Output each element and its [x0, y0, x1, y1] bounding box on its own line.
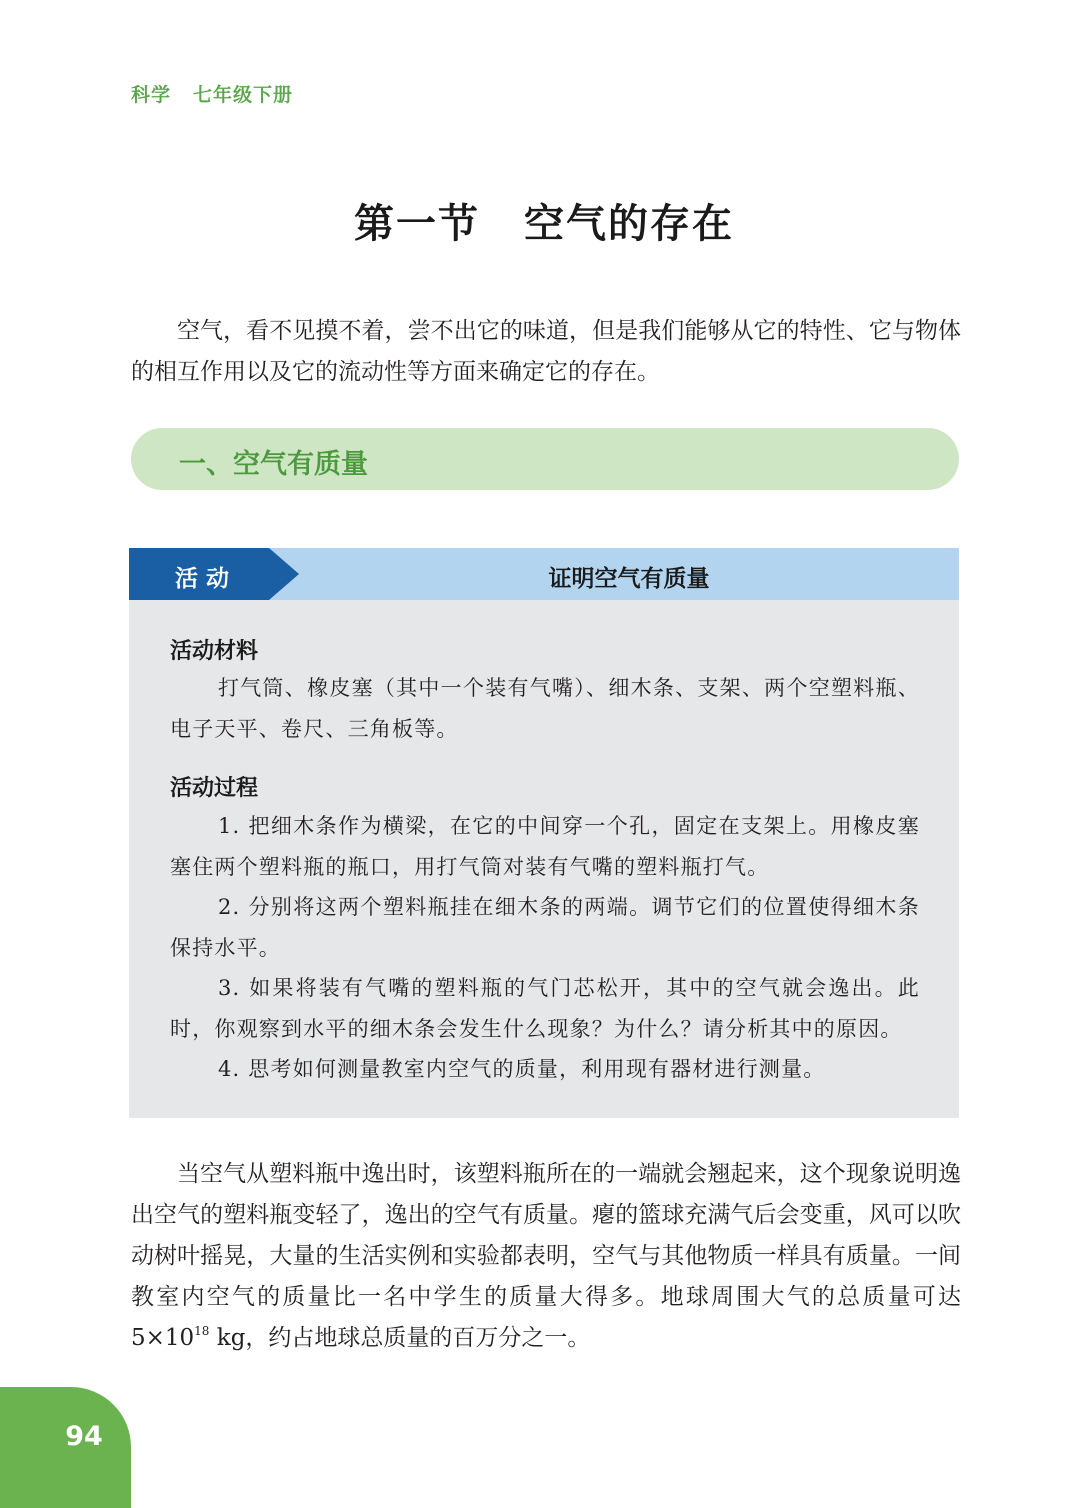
activity-title: 证明空气有质量: [548, 566, 710, 592]
intro-paragraph: 空气，看不见摸不着，尝不出它的味道，但是我们能够从它的特性、它与物体的相互作用以及它的流动性等方面来确定它的存在。: [131, 318, 961, 385]
section-title: [0, 192, 1088, 249]
page-number-tab: [0, 1387, 131, 1508]
body-paragraph: [131, 1154, 961, 1359]
process-step: 1. 把细木条作为横梁，在它的中间穿一个孔，固定在支架上。用橡皮塞塞住两个塑料瓶的瓶口，用打气筒对装有气嘴的塑料瓶打气。: [170, 814, 920, 879]
process-heading: 活动过程: [170, 776, 259, 801]
body-text-end: kg，约占地球总质量的百万分之一。: [209, 1325, 591, 1351]
body-text: 当空气从塑料瓶中逸出时，该塑料瓶所在的一端就会翘起来，这个现象说明逸出空气的塑料瓶变轻了，逸出的空气有质量。瘪的篮球充满气后会变重，风可以吹动树叶摇晃，大量的生活实例和实验都表明，空气与其他物质一样具有质量。一间教室内空气的质量比一名中学生的质量大得多。地球周围大气的总质量可达 5×10: [131, 1161, 961, 1351]
exponent: 18: [194, 1324, 210, 1338]
subsection-title: 一、空气有质量: [179, 449, 368, 480]
process-step: 3. 如果将装有气嘴的塑料瓶的气门芯松开，其中的空气就会逸出。此时，你观察到水平的细木条会发生什么现象？为什么？请分析其中的原因。: [170, 976, 920, 1041]
process-steps: [170, 806, 920, 1090]
title-name: 空气的存在: [524, 201, 734, 247]
title-section-number: 第一节: [354, 201, 480, 247]
header-subject: 科学: [131, 84, 172, 106]
header-grade: 七年级下册: [193, 84, 294, 106]
materials-heading: 活动材料: [170, 639, 259, 664]
materials-text: 打气筒、橡皮塞（其中一个装有气嘴）、细木条、支架、两个空塑料瓶、电子天平、卷尺、三角板等。: [170, 676, 920, 741]
activity-box: [129, 548, 959, 1118]
activity-header: [129, 548, 959, 600]
process-step: 4. 思考如何测量教室内空气的质量，利用现有器材进行测量。: [218, 1057, 826, 1081]
process-step: 2. 分别将这两个塑料瓶挂在细木条的两端。调节它们的位置使得细木条保持水平。: [170, 895, 920, 960]
subsection-banner: [131, 428, 959, 490]
activity-label: 活动: [175, 566, 237, 592]
running-header: [131, 80, 293, 107]
page-number: 94: [65, 1421, 103, 1452]
